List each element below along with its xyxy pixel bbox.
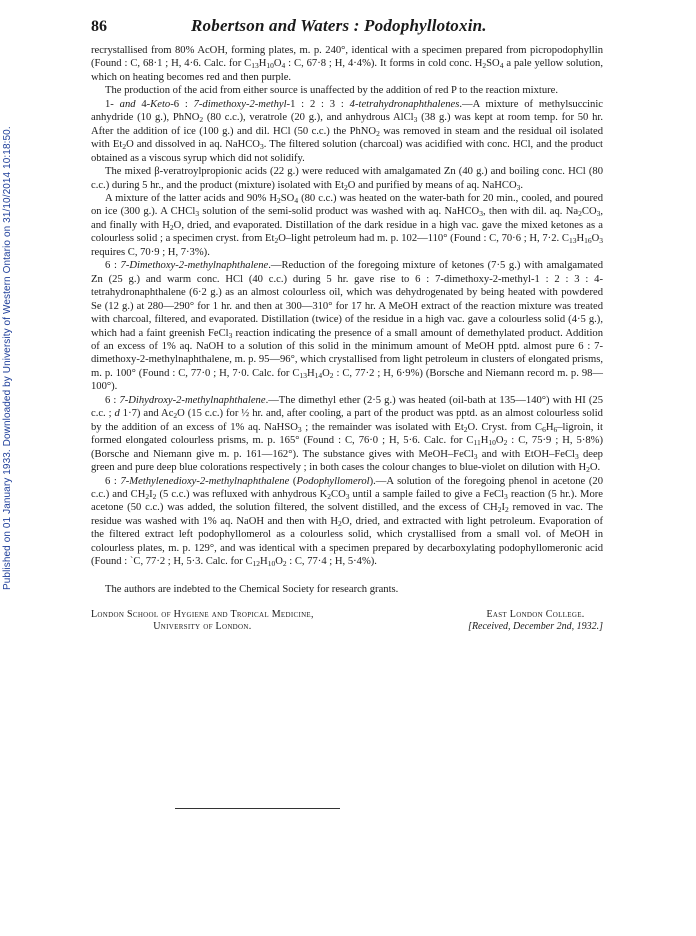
paragraph: 6 : 7-Dihydroxy-2-methylnaphthalene.—The dimethyl ether (2·5 g.) was heated (oil-bath at 135—140°) with HI (25 c.c. ; d 1·7) and $Ac_2O$ (15 c.c.) for ½ hr. and, after cooling, a part of the product was pptd. as an almost colourless solid by the addition of an excess of 1% aq. NaHSO$_3$ ; the remainder was isolated with $Et_2O$. Cryst. from $C_6H_6$–ligroin, it formed elongated colourless prisms, m. p. 165° (Found : C, 76·0 ; H, 5·6. Calc. for $C_{11}H_{10}O_2$ : C, 75·9 ; H, 5·8%) (Borsche and Niemann give m. p. 161—162°). The substance gives with MeOH–FeCl$_3$ and with EtOH–FeCl$_3$ deep green and pure deep blue colorations respectively ; in both cases the colour changes to blue-violet on dilution with $H_2O$. — [91, 394, 604, 475]
affiliation-left — [91, 609, 314, 634]
paragraph: The production of the acid from either source is unaffected by the addition of red P to the reaction mixture. — [105, 85, 559, 97]
affiliation-right — [468, 609, 603, 634]
paragraph: 6 : 7-Dimethoxy-2-methylnaphthalene.—Reduction of the foregoing mixture of ketones (7·5 g.) with amalgamated Zn (25 g.) and warm conc. HCl (40 c.c.) during 5 hr. gave rise to 6 : 7-dimethoxy-2-methyl-1 : 2 : 3 : 4-tetrahydronaphthalene (6·2 g.) as an almost colourless oil, which was dehydrogenated by being heated with powdered Se (12 g.) at 280—290° for 1 hr. and then at 300—310° for 17 hr. A MeOH extract of the reaction mixture was treated with charcoal, filtered, and evaporated. Distillation (twice) of the residue in a high vac. gave a colourless solid (4·5 g.), which had a faint greenish FeCl$_3$ reaction indicating the presence of a small amount of demethylated product. Addition of an excess of 1% aq. NaOH to a solution of this solid in the minimum amount of MeOH pptd. almost pure 6 : 7-dimethoxy-2-methylnaphthalene, m. p. 95—96°, which crystallised from light petroleum in clusters of elongated prisms, m. p. 100° (Found : C, 77·0 ; H, 7·0. Calc. for $C_{13}H_{14}O_2$ : C, 77·2 ; H, 6·9%) (Borsche and Niemann record m. p. 98—100°). — [91, 260, 604, 393]
paragraph: A mixture of the latter acids and 90% $H_2SO_4$ (80 c.c.) was heated on the water-bath for 20 min., cooled, and poured on ice (300 g.). A CHCl$_3$ solution of the semi-solid product was washed with aq. NaHCO$_3$, then with dil. aq. $Na_2CO_3$, and finally with $H_2O$, dried, and evaporated. Distillation of the dark residue in a high vac. gave the mixed ketones as a colourless solid ; a specimen cryst. from $Et_2O$–light petroleum had m. p. 102—110° (Found : C, 70·6 ; H, 7·2. $C_{13}H_{16}O_3$ requires C, 70·9 ; H, 7·3%). — [91, 192, 604, 258]
affiliations — [91, 609, 603, 634]
received-date: [Received, December 2nd, 1932.] — [468, 621, 603, 633]
end-rule — [175, 808, 340, 809]
affiliation-right-line1: East London College. — [486, 608, 585, 620]
acknowledgement: The authors are indebted to the Chemical Society for research grants. — [105, 583, 399, 595]
running-title: Robertson and Waters : Podophyllotoxin. — [191, 16, 487, 35]
download-stamp-text: Published on 01 January 1933. Downloaded by University of Western Ontario on 31/10/2014 10:18:50. — [2, 126, 13, 590]
article-body — [91, 44, 603, 569]
paragraph: recrystallised from 80% AcOH, forming plates, m. p. 240°, identical with a specimen prepared from picropodophyllin (Found : C, 68·1 ; H, 4·6. Calc. for $C_{13}H_{10}O_4$ : C, 67·8 ; H, 4·4%). It forms in cold conc. $H_2SO_4$ a pale yellow solution, which on heating becomes red and then purple. — [91, 45, 603, 83]
download-stamp — [0, 0, 20, 936]
affiliation-left-line2: University of London. — [153, 621, 252, 633]
page — [91, 16, 603, 634]
running-head — [91, 16, 603, 36]
paragraph: 6 : 7-Methylenedioxy-2-methylnaphthalene (Podophyllomerol).—A solution of the foregoing phenol in acetone (20 c.c.) and $CH_2I_2$ (5 c.c.) was refluxed with anhydrous $K_2CO_3$ until a sample failed to give a FeCl$_3$ reaction (5 hr.). More acetone (50 c.c.) was added, the solution filtered, the solvent distilled, and the excess of $CH_2I_2$ removed in vac. The residue was washed with 1% aq. NaOH and then with $H_2O$, dried, and extracted with light petroleum. Evaporation of the filtered extract left podophyllomerol as a colourless solid, which crystallised from a small vol. of MeOH in colourless plates, m. p. 129°, and was identical with a specimen prepared by decarboxylating podophyllomeronic acid (Found : `C, 77·2 ; H, 5·3. Calc. for $C_{12}H_{10}O_2$ : C, 77·4 ; H, 5·4%). — [91, 475, 603, 569]
paragraph: The mixed β-veratroylpropionic acids (22 g.) were reduced with amalgamated Zn (40 g.) and boiling conc. HCl (80 c.c.) during 5 hr., and the product (mixture) isolated with $Et_2O$ and purified by means of aq. NaHCO$_3$. — [91, 166, 603, 192]
affiliation-left-line1: London School of Hygiene and Tropical Medicine, — [91, 608, 314, 620]
paragraph: 1- and 4-Keto-6 : 7-dimethoxy-2-methyl-1 : 2 : 3 : 4-tetrahydronaphthalenes.—A mixture of methylsuccinic anhydride (10 g.), PhNO$_2$ (80 c.c.), veratrole (20 g.), and anhydrous AlCl$_3$ (38 g.) was kept at room temp. for 50 hr. After the addition of ice (100 g.) and dil. HCl (50 c.c.) the PhNO$_2$ was removed in steam and the residual oil isolated with $Et_2O$ and dissolved in aq. NaHCO$_3$. The filtered solution (charcoal) was acidified with conc. HCl, and the product obtained as a viscous syrup which did not solidify. — [91, 98, 604, 164]
page-number: 86 — [91, 18, 107, 35]
